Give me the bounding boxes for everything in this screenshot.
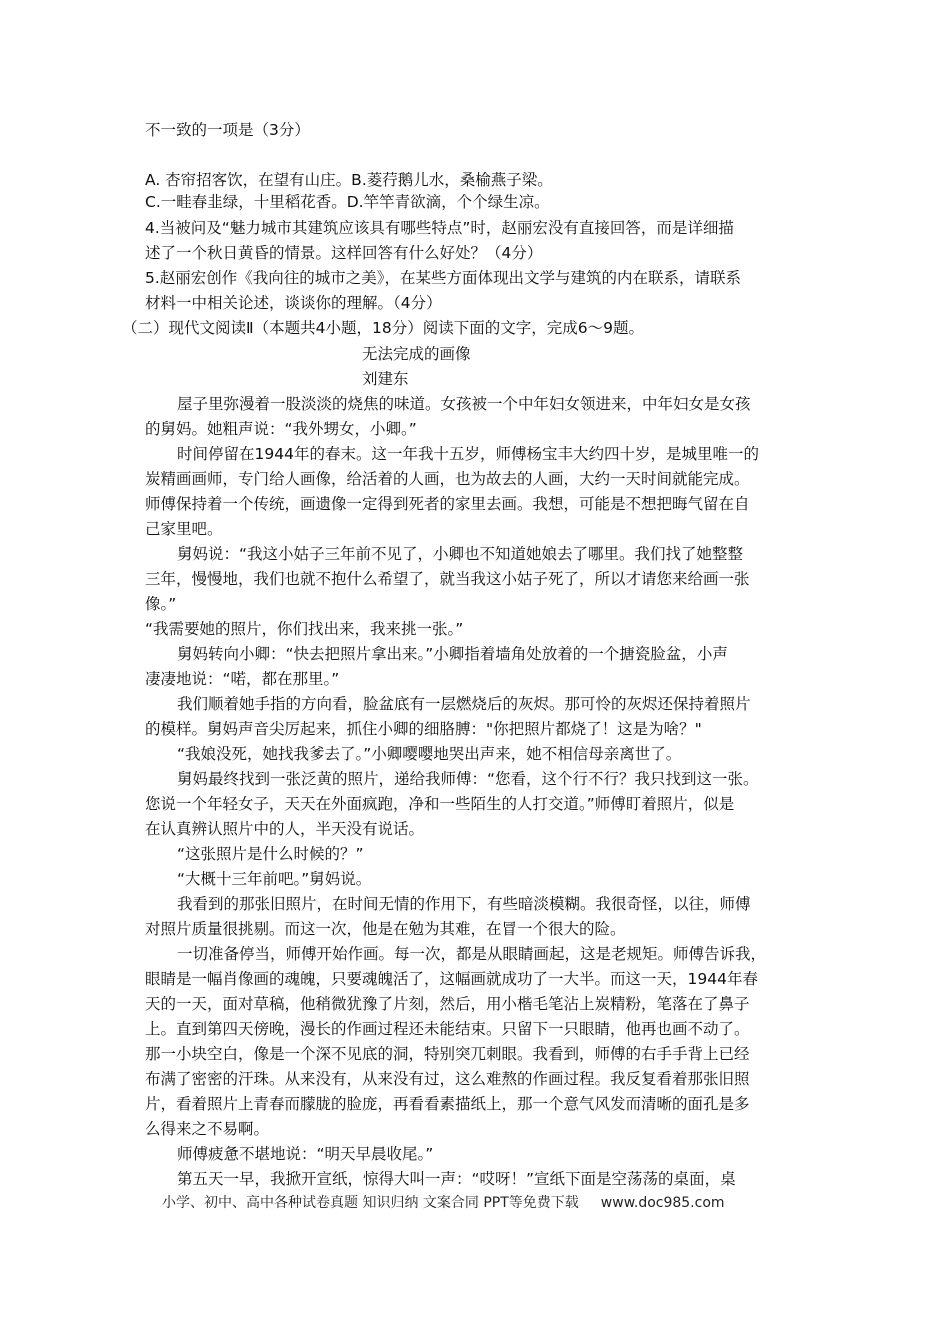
question-5-line: 5.赵丽宏创作《我向往的城市之美》，在某些方面体现出文学与建筑的内在联系，请联系: [145, 269, 742, 287]
body-line: 对照片质量很挑剔。而这一次，他是在勉为其难，在冒一个很大的险。: [145, 920, 626, 938]
body-line: 我看到的那张旧照片，在时间无情的作用下，有些暗淡模糊。我很奇怪，以往，师傅: [177, 895, 751, 913]
section-heading: （二）现代文阅读Ⅱ（本题共4小题，18分）阅读下面的文字，完成6～9题。: [122, 319, 644, 337]
footer-url: www.doc985.com: [600, 1195, 725, 1211]
story-title: 无法完成的画像: [362, 345, 471, 363]
body-line: 眼睛是一幅肖像画的魂魄，只要魂魄活了，这幅画就成功了一大半。而这一天，1944年春: [145, 970, 758, 988]
question-3-option-line: C.一畦春韭绿，十里稻花香。D.竿竿青欲滴，个个绿生凉。: [145, 193, 550, 211]
body-line: “这张照片是什么时候的？”: [177, 845, 364, 863]
body-line: 三年，慢慢地，我们也就不抱什么希望了，就当我这小姑子死了，所以才请您来给画一张: [145, 570, 750, 588]
body-line: “大概十三年前吧。”舅妈说。: [177, 870, 372, 888]
body-line: “我娘没死，她找我爹去了。”小卿嘤嘤地哭出声来，她不相信母亲离世了。: [177, 745, 682, 763]
body-line: 像。”: [145, 595, 177, 613]
body-line: 舅妈说：“我这小姑子三年前不见了，小卿也不知道她娘去了哪里。我们找了她整整: [177, 545, 744, 563]
body-line: 己家里吧。: [145, 520, 223, 538]
body-line: 第五天一早，我掀开宣纸，惊得大叫一声：“哎呀！”宣纸下面是空荡荡的桌面，桌: [177, 1170, 736, 1188]
body-line: 的舅妈。她粗声说：“我外甥女，小卿。”: [145, 420, 417, 438]
body-line: 的模样。舅妈声音尖厉起来，抓住小卿的细胳膊："你把照片都烧了！这是为啥？": [145, 720, 702, 738]
body-line: 上。直到第四天傍晚，漫长的作画过程还未能结束。只留下一只眼睛，他再也画不动了。: [145, 1020, 750, 1038]
question-3-option-line: A. 杏帘招客饮，在望有山庄。B.菱荇鹅儿水，桑榆燕子梁。: [145, 171, 553, 189]
body-line: 片，看着照片上青春而朦胧的脸庞，再看看素描纸上，那一个意气风发而清晰的面孔是多: [145, 1095, 750, 1113]
question-3-tail: 不一致的一项是（3分）: [145, 121, 310, 139]
question-4-line: 4.当被问及“魅力城市其建筑应该具有哪些特点”时，赵丽宏没有直接回答，而是详细描: [145, 219, 734, 237]
body-line: 师傅疲惫不堪地说：“明天早晨收尾。”: [177, 1145, 434, 1163]
body-line: 一切准备停当，师傅开始作画。每一次，都是从眼睛画起，这是老规矩。师傅告诉我，: [177, 945, 767, 963]
body-line: “我需要她的照片，你们找出来，我来挑一张。”: [145, 620, 464, 638]
page-footer: [162, 1193, 725, 1215]
question-5-line: 材料一中相关论述，谈谈你的理解。（4分）: [145, 294, 442, 312]
story-author: 刘建东: [362, 370, 409, 388]
footer-text: 小学、初中、高中各种试卷真题 知识归纳 文案合同 PPT等免费下载: [162, 1195, 579, 1211]
body-line: 凄凄地说：“喏，都在那里。”: [145, 670, 340, 688]
body-line: 我们顺着她手指的方向看，脸盆底有一层燃烧后的灰烬。那可怜的灰烬还保持着照片: [177, 695, 751, 713]
body-line: 舅妈转向小卿：“快去把照片拿出来。”小卿指着墙角处放着的一个搪瓷脸盆，小声: [177, 645, 728, 663]
body-line: 在认真辨认照片中的人，半天没有说话。: [145, 820, 425, 838]
body-line: 炭精画画师，专门给人画像，给活着的人画，也为故去的人画，大约一天时间就能完成。: [145, 470, 750, 488]
body-line: 天的一天，面对草稿，他稍微犹豫了片刻，然后，用小楷毛笔沾上炭精粉，笔落在了鼻子: [145, 995, 750, 1013]
body-line: 屋子里弥漫着一股淡淡的烧焦的味道。女孩被一个中年妇女领进来，中年妇女是女孩: [177, 395, 751, 413]
question-4-line: 述了一个秋日黄昏的情景。这样回答有什么好处？（4分）: [145, 244, 543, 262]
body-line: 师傅保持着一个传统，画遗像一定得到死者的家里去画。我想，可能是不想把晦气留在自: [145, 495, 750, 513]
body-line: 布满了密密的汗珠。从来没有，从来没有过，这么难熬的作画过程。我反复看着那张旧照: [145, 1070, 750, 1088]
body-line: 时间停留在1944年的春末。这一年我十五岁，师傅杨宝丰大约四十岁，是城里唯一的: [177, 445, 759, 463]
body-line: 么得来之不易啊。: [145, 1120, 270, 1138]
body-line: 您说一个年轻女子，天天在外面疯跑，净和一些陌生的人打交道。”师傅盯着照片，似是: [145, 795, 735, 813]
body-line: 舅妈最终找到一张泛黄的照片，递给我师傅：“您看，这个行不行？我只找到这一张。: [177, 770, 759, 788]
body-line: 那一小块空白，像是一个深不见底的洞，特别突兀刺眼。我看到，师傅的右手手背上已经: [145, 1045, 750, 1063]
